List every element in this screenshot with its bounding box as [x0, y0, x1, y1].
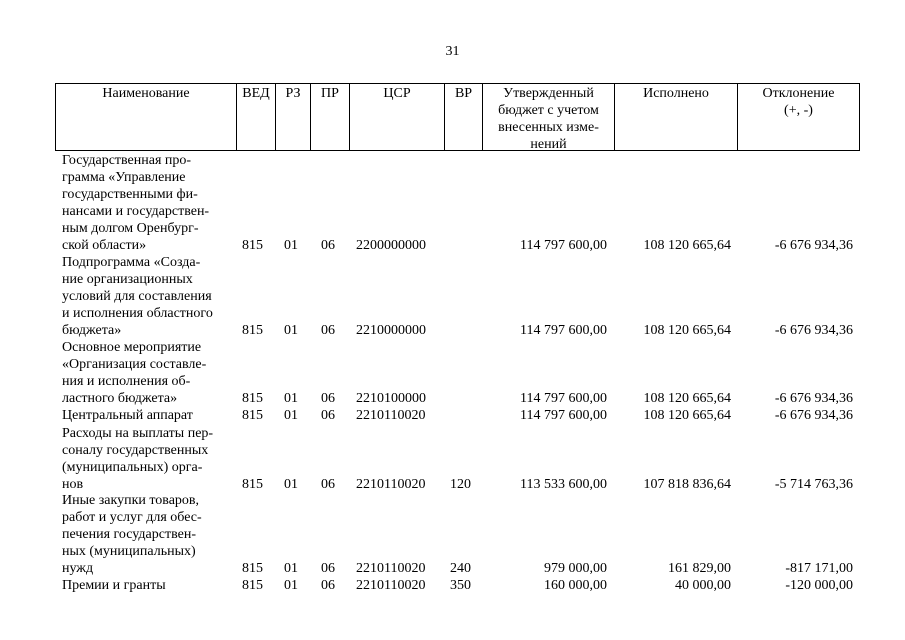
- row-executed: 108 120 665,64: [643, 323, 731, 338]
- row-ved: 815: [242, 391, 263, 406]
- page-number: 31: [445, 44, 460, 59]
- header-executed: Исполнено: [614, 83, 737, 151]
- row-ved: 815: [242, 238, 263, 253]
- row-deviation: -6 676 934,36: [774, 323, 853, 338]
- row-rz: 01: [284, 238, 298, 253]
- row-name: Государственная про- грамма «Управление государственными фи- нансами и государствен- ным долгом Оренбург- ской области»: [62, 153, 210, 253]
- row-executed: 108 120 665,64: [643, 238, 731, 253]
- row-executed: 161 829,00: [668, 561, 731, 576]
- row-vr: 240: [450, 561, 471, 576]
- row-name: Иные закупки товаров, работ и услуг для обес- печения государствен- ных (муниципальных) нужд: [62, 493, 202, 576]
- row-pr: 06: [321, 238, 335, 253]
- row-csr: 2210110020: [356, 477, 426, 492]
- row-rz: 01: [284, 561, 298, 576]
- row-ved: 815: [242, 323, 263, 338]
- row-csr: 2210110020: [356, 408, 426, 423]
- row-approved: 114 797 600,00: [520, 391, 607, 406]
- header-ved: ВЕД: [236, 83, 275, 151]
- row-name: Премии и гранты: [62, 578, 166, 593]
- row-csr: 2210110020: [356, 578, 426, 593]
- row-csr: 2210110020: [356, 561, 426, 576]
- row-deviation: -817 171,00: [785, 561, 853, 576]
- row-rz: 01: [284, 477, 298, 492]
- row-deviation: -6 676 934,36: [774, 391, 853, 406]
- row-csr: 2210000000: [356, 323, 426, 338]
- row-name: Основное мероприятие «Организация составле- ния и исполнения об- ластного бюджета»: [62, 340, 207, 406]
- row-name: Центральный аппарат: [62, 408, 193, 423]
- row-deviation: -6 676 934,36: [774, 408, 853, 423]
- row-executed: 108 120 665,64: [643, 391, 731, 406]
- row-name: Расходы на выплаты пер- соналу государственных (муниципальных) орга- нов: [62, 426, 214, 492]
- row-rz: 01: [284, 408, 298, 423]
- row-approved: 160 000,00: [544, 578, 607, 593]
- row-ved: 815: [242, 561, 263, 576]
- row-ved: 815: [242, 578, 263, 593]
- row-pr: 06: [321, 408, 335, 423]
- row-deviation: -5 714 763,36: [774, 477, 853, 492]
- row-approved: 114 797 600,00: [520, 323, 607, 338]
- row-ved: 815: [242, 477, 263, 492]
- header-rz: РЗ: [275, 83, 310, 151]
- row-executed: 107 818 836,64: [643, 477, 731, 492]
- row-executed: 108 120 665,64: [643, 408, 731, 423]
- row-approved: 979 000,00: [544, 561, 607, 576]
- header-pr: ПР: [310, 83, 349, 151]
- row-csr: 2210100000: [356, 391, 426, 406]
- row-vr: 120: [450, 477, 471, 492]
- row-pr: 06: [321, 477, 335, 492]
- row-approved: 114 797 600,00: [520, 408, 607, 423]
- row-rz: 01: [284, 578, 298, 593]
- row-approved: 113 533 600,00: [520, 477, 607, 492]
- row-deviation: -6 676 934,36: [774, 238, 853, 253]
- row-executed: 40 000,00: [675, 578, 731, 593]
- header-approved: Утвержденный бюджет с учетом внесенных изме- нений: [482, 83, 614, 151]
- row-name: Подпрограмма «Созда- ние организационных условий для составления и исполнения областного бюджета»: [62, 255, 213, 338]
- row-ved: 815: [242, 408, 263, 423]
- row-pr: 06: [321, 391, 335, 406]
- row-csr: 2200000000: [356, 238, 426, 253]
- row-pr: 06: [321, 323, 335, 338]
- row-rz: 01: [284, 391, 298, 406]
- row-rz: 01: [284, 323, 298, 338]
- row-approved: 114 797 600,00: [520, 238, 607, 253]
- row-pr: 06: [321, 561, 335, 576]
- header-vr: ВР: [444, 83, 482, 151]
- header-csr: ЦСР: [349, 83, 444, 151]
- row-pr: 06: [321, 578, 335, 593]
- row-deviation: -120 000,00: [785, 578, 853, 593]
- header-deviation: Отклонение (+, -): [737, 83, 860, 151]
- header-name: Наименование: [55, 83, 236, 151]
- row-vr: 350: [450, 578, 471, 593]
